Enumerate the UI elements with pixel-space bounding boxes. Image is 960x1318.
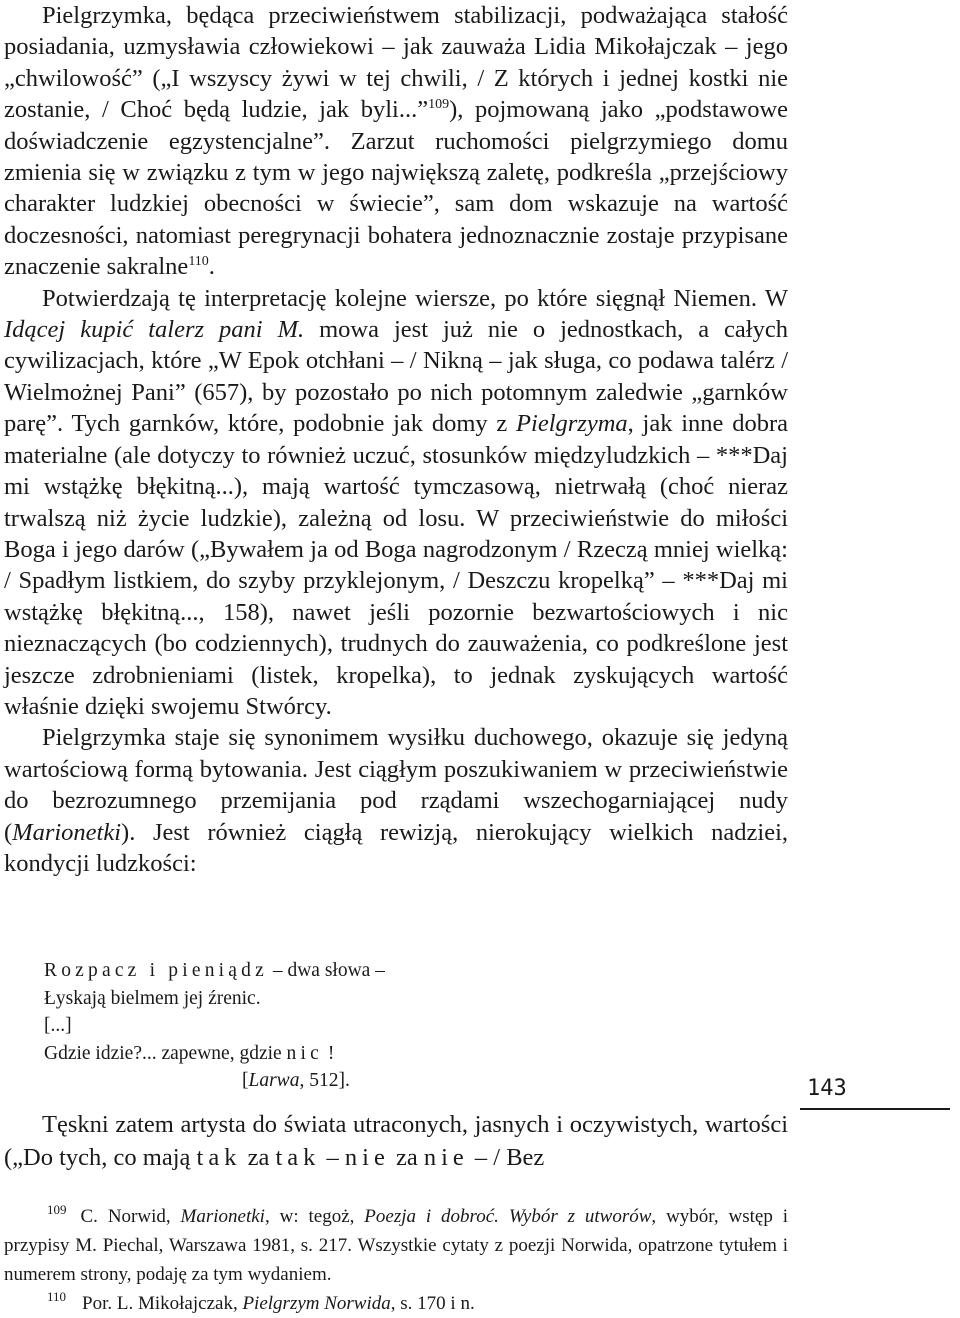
text-run: [ xyxy=(242,1070,249,1092)
text-run: Gdzie idzie?... zapewne, gdzie xyxy=(44,1042,287,1064)
text-run: , jak inne dobra materialne (ale dotyczy to również uczuć, stosunków międzyludzkich – ***Daj mi wstążkę błękitną...), mają wartość tymczasową, nietrwałą (choć nieraz trwalszą niż życie ludzkie), zależną od losu. W przeciwieństwie do miłości Boga i jego darów („Bywałem ja od Boga nagrodzonym / Rzeczą mniej wielką: / Spadłym listkiem, do szyby przyklejonym, / Deszczu kropelką” – ***Daj mi wstążkę błękitną..., 158), nawet jeśli pozornie bezwartościowych i nic nieznaczących (bo codziennych), trudnych do zauważenia, co podkreślone jest jeszcze zdrobnieniami (listek, kropelka), to jednak zyskujących wartość właśnie dzięki swojemu Stwórcy. xyxy=(4,410,788,720)
text-run: ). Jest również ciągłą rewizją, nierokujący wielkich nadziei, kondycji ludzkości: xyxy=(4,818,788,877)
spaced-text: nie xyxy=(423,1143,469,1171)
text-run: , wybór, wstęp i przypisy M. Piechal, Warszawa 1981, s. 217. Wszystkie cytaty z poezji Norwida, opatrzone tytułem i numerem strony, podaję za tym wydaniem. xyxy=(4,1206,788,1285)
footnote-109 xyxy=(4,1202,788,1289)
text-run: Por. L. Mikołajczak, xyxy=(82,1293,243,1314)
text-run: , w: tegoż, xyxy=(264,1206,365,1227)
text-run: , 512]. xyxy=(299,1070,350,1092)
footnote-number: 110 xyxy=(47,1289,67,1304)
text-run: – dwa słowa – xyxy=(267,960,385,981)
paragraph-1 xyxy=(4,0,788,283)
work-title: Idącej kupić talerz pani M. xyxy=(4,316,305,344)
text-run: C. Norwid, xyxy=(80,1206,181,1227)
text-run: – / Bez xyxy=(468,1143,545,1171)
paragraph-4 xyxy=(4,1109,788,1174)
footnote-ref-110[interactable]: 110 xyxy=(188,254,209,270)
main-text xyxy=(4,0,788,879)
work-title: Marionetki xyxy=(180,1206,265,1227)
text-run: za xyxy=(389,1143,424,1171)
spaced-text: nic xyxy=(286,1042,323,1064)
footnote-110 xyxy=(4,1289,788,1318)
quote-line-4 xyxy=(44,1040,544,1068)
quote-line-1 xyxy=(44,957,544,985)
paragraph-3 xyxy=(4,722,788,879)
text-run: Pielgrzymka staje się synonimem wysiłku duchowego, okazuje się jedyną wartościową formą bytowania. Jest ciągłym poszukiwaniem w przeciwieństwie do bezrozumnego przemijania pod rządami wszechogarniającej nudy ( xyxy=(4,724,788,846)
work-title: Pielgrzym Norwida xyxy=(242,1293,391,1314)
text-run: ), pojmowaną jako „podstawowe doświadczenie egzystencjalne”. Zarzut ruchomości pielgrzymiego domu zmienia się w związku z tym w jego największą zaletę, podkreśla „przejściowy charakter ludzkiej obecności w świecie”, sam dom wskazuje na wartość doczesności, natomiast peregrynacji bohatera jednoznacznie zostaje przypisane znaczenie sakralne xyxy=(4,96,789,281)
text-run: Pielgrzymka, będąca przeciwieństwem stabilizacji, podważająca stałość posiadania, uzmysławia człowiekowi – jak zauważa Lidia Mikołajczak – jego „chwilowość” („I wszyscy żywi w tej chwili, / Z których i jednej kostki nie zostanie, / Choć będą ludzie, jak byli...” xyxy=(4,2,788,124)
text-run: – xyxy=(320,1143,345,1171)
work-title: Larwa xyxy=(248,1070,300,1092)
poem-quote xyxy=(44,957,544,1095)
text-run: , s. 170 i n. xyxy=(390,1293,475,1314)
quote-source xyxy=(44,1067,544,1095)
work-title: Poezja i dobroć. Wybór z utworów xyxy=(364,1206,652,1227)
footnote-number: 109 xyxy=(47,1202,67,1217)
text-run: ! xyxy=(322,1042,335,1064)
text-run: Potwierdzają tę interpretację kolejne wiersze, po które sięgnął Niemen. W xyxy=(42,284,788,312)
spaced-text: tak xyxy=(275,1143,321,1171)
work-title: Pielgrzyma xyxy=(516,410,628,438)
footnote-ref-109[interactable]: 109 xyxy=(428,97,450,113)
spaced-text: nie xyxy=(344,1143,390,1171)
spaced-text: Rozpacz i pieniądz xyxy=(44,960,268,981)
text-run: . xyxy=(208,253,215,281)
paragraph-2 xyxy=(4,283,788,723)
spaced-text: tak xyxy=(196,1143,242,1171)
text-run: za xyxy=(241,1143,276,1171)
quote-line-2: Łyskają bielmem jej źrenic. xyxy=(44,987,261,1009)
page-number-rule xyxy=(800,1108,950,1110)
footnotes xyxy=(4,1202,788,1318)
work-title: Marionetki xyxy=(12,818,122,846)
text-run: Tęskni zatem artysta do świata utraconych, jasnych i oczywistych, wartości („Do tych, co mają xyxy=(4,1111,788,1171)
quote-line-3: [...] xyxy=(44,1015,72,1037)
text-run: mowa jest już nie o jednostkach, a całych cywilizacjach, które „W Epok otchłani – / Nikną – jak sługa, co podawa talérz / Wielmożnej Pani” (657), by pozostało po nich potomnym zaledwie „garnków parę”. Tych garnków, które, podobnie jak domy z xyxy=(4,316,788,438)
page-number: 143 xyxy=(807,1076,847,1101)
